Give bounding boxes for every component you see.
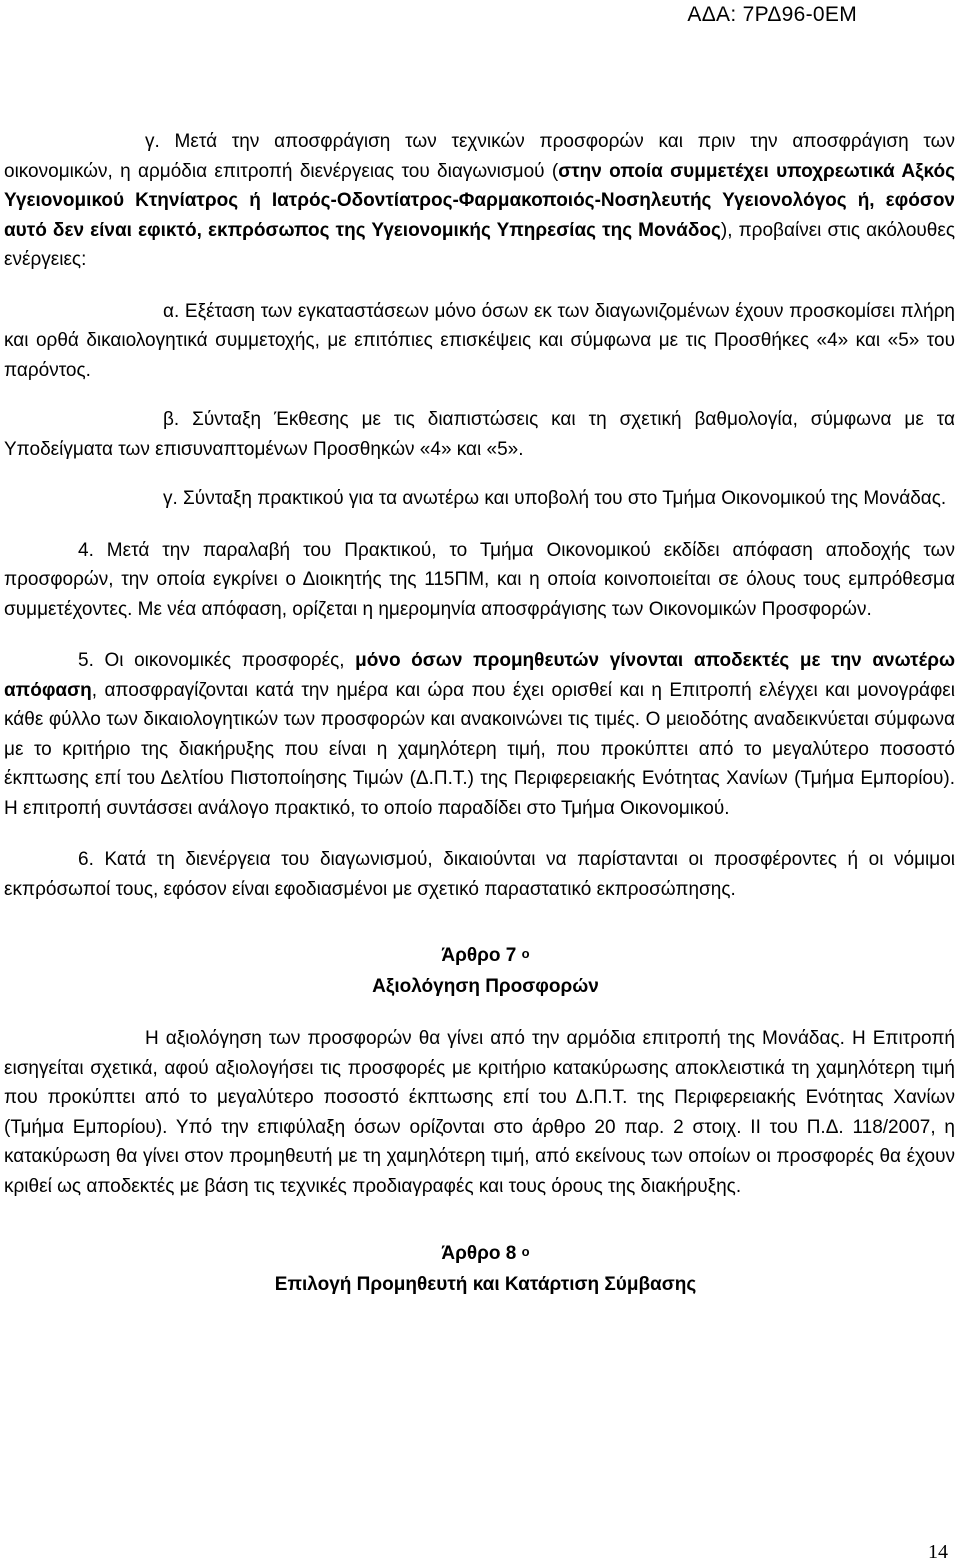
paragraph-gamma bbox=[4, 127, 955, 275]
paragraph-5-bold: μόνο όσων προμηθευτών γίνονται αποδεκτές με την ανωτέρω απόφαση bbox=[4, 650, 955, 701]
paragraph-4: 4. Μετά την παραλαβή του Πρακτικού, το Τμήμα Οικονομικού εκδίδει απόφαση αποδοχής των προσφορών, την οποία εγκρίνει ο Διοικητής της 115ΠΜ, και η οποία κοινοποιείται σε όλους τους εμπρόθεσμα συμμετέχοντες. Με νέα απόφαση, ορίζεται η ημερομηνία αποσφράγισης των Οικονομικών Προσφορών. bbox=[4, 539, 955, 620]
sub-item-b: β. Σύνταξη Έκθεσης με τις διαπιστώσεις και τη σχετική βαθμολογία, σύμφωνα με τα Υποδείγματα των επισυναπτομένων Προσθηκών «4» και «5». bbox=[4, 409, 955, 460]
paragraph-5-text-2: , αποσφραγίζονται κατά την ημέρα και ώρα που έχει ορισθεί και η Επιτροπή ελέγχει και μονογράφει κάθε φύλλο των δικαιολογητικών των προσφορών και ανακοινώνει τις τιμές. Ο μειοδότης αναδεικνύεται σύμφωνα με το κριτήριο της διακήρυξης που είναι η χαμηλότερη τιμή, που προκύπτει από το μεγαλύτερο ποσοστό έκπτωσης επί του Δελτίου Πιστοποίησης Τιμών (Δ.Π.Τ.) της Περιφερειακής Ενότητας Χανίων (Τμήμα Εμπορίου). Η επιτροπή συντάσσει ανάλογο πρακτικό, το οποίο παραδίδει στο Τμήμα Οικονομικού. bbox=[4, 679, 955, 819]
article-7-body: Η αξιολόγηση των προσφορών θα γίνει από την αρμόδια επιτροπή της Μονάδας. Η Επιτροπή εισηγείται σχετικά, αφού αξιολογήσει τις προσφορές με κριτήριο κατακύρωσης αποκλειστικά τη χαμηλότερη τιμή που προκύπτει από το μεγαλύτερο ποσοστό έκπτωσης επί του Δ.Π.Τ. της Περιφερειακής Ενότητας Χανίων (Τμήμα Εμπορίου). Υπό την επιφύλαξη όσων ορίζονται στο άρθρο 20 παρ. 2 στοιχ. ΙΙ του Π.Δ. 118/2007, η κατακύρωση θα γίνει στον προμηθευτή με τη χαμηλότερη τιμή, από εκείνους των οποίων οι προσφορές θα έχουν κριθεί ως αποδεκτές με βάση τις τεχνικές προδιαγραφές και τους όρους της διακήρυξης. bbox=[4, 1028, 955, 1197]
document-body bbox=[4, 127, 955, 1300]
paragraph-gamma-text-1: γ. Μετά την αποσφράγιση των τεχνικών προσφορών και πριν την αποσφράγιση των οικονομικών, η αρμόδια επιτροπή διενέργειας του διαγωνισμού ( bbox=[4, 131, 955, 182]
paragraph-5-text-1: 5. Οι οικονομικές προσφορές, bbox=[78, 650, 356, 671]
article-8-subtitle: Επιλογή Προμηθευτή και Κατάρτιση Σύμβασης bbox=[274, 1274, 697, 1295]
page-number: 14 bbox=[928, 1541, 948, 1563]
paragraph-gamma-bold: στην οποία συμμετέχει υποχρεωτικά Αξκός Υγειονομικού Κτηνίατρος ή Ιατρός-Οδοντίατρος-Φαρμακοποιός-Νοσηλευτής Υγειονολόγος ή, εφόσον αυτό δεν είναι εφικτό, εκπρόσωπος της Υγειονομικής Υπηρεσίας της Μονάδος bbox=[4, 160, 955, 241]
article-8-title-text: Άρθρο 8 bbox=[441, 1243, 517, 1264]
article-8-ordinal: ο bbox=[521, 1244, 530, 1259]
paragraph-6: 6. Κατά τη διενέργεια του διαγωνισμού, δικαιούνται να παρίστανται οι προσφέροντες ή οι νόμιμοι εκπρόσωποί τους, εφόσον είναι εφοδιασμένοι με σχετικό παραστατικό εκπροσώπησης. bbox=[4, 849, 955, 900]
paragraph-gamma-text-2: ), προβαίνει στις ακόλουθες ενέργειες: bbox=[4, 219, 955, 270]
article-7-title-text: Άρθρο 7 bbox=[441, 945, 517, 966]
article-7-ordinal: ο bbox=[521, 946, 530, 961]
paragraph-5 bbox=[4, 646, 955, 823]
article-8-title bbox=[4, 1238, 955, 1269]
document-ada-code: ΑΔΑ: 7ΡΔ96-0ΕΜ bbox=[687, 3, 857, 26]
sub-item-a: α. Εξέταση των εγκαταστάσεων μόνο όσων εκ των διαγωνιζομένων έχουν προσκομίσει πλήρη και ορθά δικαιολογητικά συμμετοχής, με επιτόπιες επισκέψεις και σύμφωνα με τις Προσθήκες «4» και «5» του παρόντος. bbox=[4, 300, 955, 381]
article-7-title bbox=[4, 940, 955, 971]
sub-item-c: γ. Σύνταξη πρακτικού για τα ανωτέρω και υποβολή του στο Τμήμα Οικονομικού της Μονάδας. bbox=[163, 488, 947, 509]
article-7-subtitle: Αξιολόγηση Προσφορών bbox=[372, 976, 599, 997]
